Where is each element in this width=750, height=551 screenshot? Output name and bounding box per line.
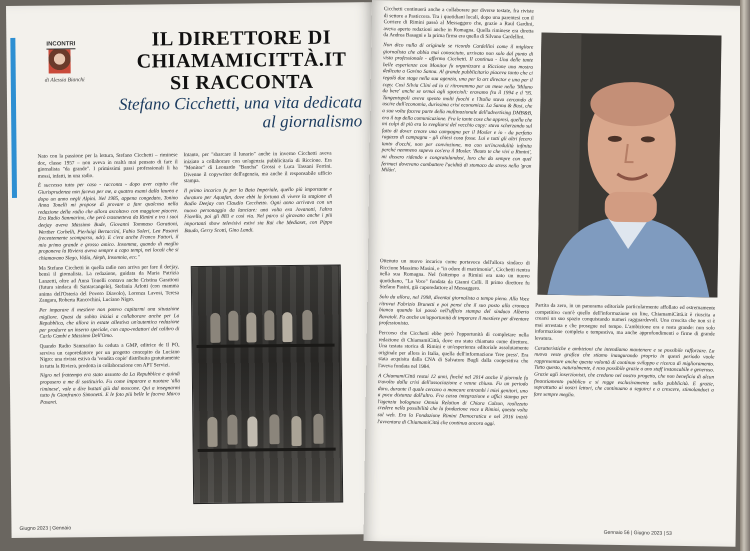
- article-paragraph: Intanto, per "sbarcare il lunario" anche in inverno Cicchetti aveva iniziato a collaborare con un'agenzia pubblicitaria di Riccione. Era "Monitor" di Leonardo "Bancha" Grossi e Luca Tassani Ferrini. Divenne il copywriter dell'agenzia, ma anche il responsabile ufficio stampa.: [183, 150, 332, 185]
- author-byline: di Alessia Bianchi: [44, 77, 85, 84]
- article-subhead: Stefano Cicchetti, una vita dedicata al giornalismo: [118, 92, 363, 132]
- article-paragraph: Nigro nel frattempo era stato assunto da La Repubblica e quindi proposero a me di sostituirlo. Fu come imparare a nuotare 'alla riminese', vale a dire buttati giù dal moscone. Qui a insegnarmi tutto fu Gianfranco Simonetti. E le foto più belle le faceva Marco Pasarei.: [39, 371, 181, 406]
- portrait-illustration: [537, 33, 721, 298]
- article-paragraph: Non dico nulla di originale se ricordo Cardellini come il migliore giornalista che abbia mai conosciuto, arrivato non solo dal punto di vista professionale - afferma Cicchetti. Il continua - Una delle tante belle esperienze con Monitor fu organizzare a Riccione una mostra dedicata a Gavino Sanna. Al grande pubblicitario piaceva tanto che ci regalò due stage nella sua agenzia, una per la art director e una per il copy. Così Silvia Clini ed io ci ritrovammo per un mese nella 'Milano da bere' anche se ormai agli sgoccioli: eravamo fra il 1994 e il '95. Tangentopoli aveva spento molti fuochi e l'Italia stava cercando di uscire dall'economia, durissima crisi economica. La Sanna & Busi, che a sua volta faceva parte della multinazionale dell'advertising DMB&B, era il top della comunicazione. Fra le tante cose che appresi, quella che mi colpì di più era lo svegliarsi del vecchio copy: stava scherzando sul fatto di dover creare una campagna per il Mosler e io - da perfetto ragazzo di campagna - gli chiesi cosa fosse. Lui e tutti gli altri fecero tanto d'occhi, non per convinzione, ma con un'incredulità infinita perché nemmeno sapevo cos'era il Mosler. 'Beato te che vivi a Rimini', mi dissero ridendo e congratulandosi, loro che da sempre con quel fermaci dovevano combattere l'acidità di stomaco da stress nella 'gran Milàn'.: [381, 42, 534, 174]
- headline-line: IL DIRETTORE DI: [151, 26, 332, 51]
- article-headline: [116, 26, 367, 95]
- page-footer: Gennaio 56 | Giugno 2023 | 53: [603, 529, 672, 537]
- page-edge: [740, 0, 750, 551]
- photo-caption-text: [542, 7, 722, 10]
- article-paragraph: È successo tutto per caso - racconta - dopo aver capito che Giurisprudenza non faceva per me, a quattro esami dalla laurea e dopo un anno negli Alpini. Nel 1985, appena congedato, Tonino Anna Tonelli mi propose di provare a fare qualcosa nella redazione della radio che allora ascoltavo con maggiore piacere. Era Radio Sanmarino, che però trasmetteva da Rimini e tra i suoi deejay aveva Massimo Bude, Giovanni Tommaso Garattoni, Werther Corbelli, Pierluigi Bertaccini, Fabio Soleri, Lea Pasarei (recentemente scomparso, ndr). E c'era anche Franco Fattori, il mio primo grande e grosso amico. Insomma, quando di meglio proponeva la Riviera aveva sempre a capo tempi, nei locali che si chiamavano Slego, Vidia, Aleph, Insomnia, ecc.": [37, 181, 179, 262]
- text-column: [532, 303, 716, 532]
- article-paragraph: Solo da allora, nel 1998, diventai giornalista a tempo pieno. Alla Voce ritrovai Fabrizio Brunetti e poi pensi che il suo posto alla cronaca bianca quando lui passò nell'ufficio stampa del sindaco Alberto Ravaioli. Fu anche un'opportunità di imparare il mestiere per diventare professionista.: [378, 294, 530, 327]
- text-column: [38, 152, 182, 523]
- accent-bar: [10, 38, 17, 198]
- article-paragraph: Partita da zero, in un panorama editoriale particolarmente affollato ed estremamente competitivo com'è quello dell'informazione on line, ChiamamiCittà.it è riuscita a crearsi un suo spazio conquistando numeri ragguardevoli. Una crescita che non si è mai arrestata e che prosegue nel tempo. L'ambizione era e resta grande: non solo informazione completa e tempestiva, ma anche approfondimenti e firme di grande levatura.: [534, 302, 716, 342]
- right-page: [364, 0, 744, 547]
- group-photo: [191, 265, 343, 505]
- headline-line: SI RACCONTA: [169, 70, 314, 95]
- article-paragraph: Nato con la passione per la lettura, Stefano Cicchetti – riminese doc, classe 1957 – non aveva in realtà mai pensato di fare il giornalista "da grande". I primissimi passi professionali li ha mossi, infatti, in una radio.: [37, 152, 178, 180]
- article-paragraph: Percorso che Cicchetti ebbe però l'opportunità di completare nella redazione di ChiamamiCittà, dove era stato chiamato come direttore. Una testata storica di Rimini e un'esperienza editoriale assolutamente originale per allora in Italia, quella dell'informazione 'free press'. Era stata acquisita dalla CNA di Salvatore Bugli dalla cooperativa che l'aveva fondata nel 1984.: [378, 330, 529, 370]
- article-paragraph: Caratteristiche e ambizioni che intendiamo mantenere e se possibile rafforzare. La nuova veste grafica che stiamo inaugurando proprio in questi periodo vuole rappresentare anche questa volontà di continuo sviluppo e ricerca di miglioramento. Tutto questo, naturalmente, è reso possibile grazie a uno staff instancabile e generoso. Grazie agli inserzionisti, che credono nel nostro progetto, che non beneficia di alcun finanziamento pubblico e si regge esclusivamente sulla pubblicità. E grazie, soprattutto ai nostri lettori, che continuano a seguirci e a crescere, stimolandoci a fare sempre meglio.: [533, 345, 715, 398]
- article-paragraph: Per imparare il mestiere non potevo capitarmi una situazione migliore. Quasi da subito iniziai a collaborare anche per La Repubblica, che allora in estate allestiva un'autentica redazione per produrre un inserto speciale, con capo-redattori del calibro di Carlo Cambi e Massimo Dell'Omo.: [39, 306, 180, 341]
- text-column: [376, 258, 530, 528]
- portrait-photo: [537, 33, 721, 298]
- section-label: INCONTRI: [46, 41, 76, 48]
- left-page: [6, 2, 378, 538]
- article-paragraph: Ottenuto un nuovo incarico come portavoce dell'allora sindaco di Riccione Massimo Masini, e "in odore di matrimonio", Cicchetti rientra nella sua Romagna. Nel frattempo a Rimini era nato un nuovo quotidiano, "La Voce" fondata da Gianni Celli. Il primo direttore fu Stefano Pasini, già caporedattore al Messaggero.: [379, 258, 530, 293]
- text-column: [184, 151, 333, 271]
- article-paragraph: Cicchetti continuerà anche a collaborare per diverse testate, fra riviste di settore a Pasticcera. Tra i quotidiani locali, dopo una parentesi con il Corriere di Rimini passò al Messaggero che, grazie a Raul Gardini, aveva aperto redazioni anche in Romagna. Quella riminese era diretta da Andrea Basagni e la prima firma era quella di Silvano Cardellini.: [383, 6, 534, 41]
- article-paragraph: Il primo incarico fu per la Baia Imperiale, quello più importante e duraturo per Aquafan, dove ebbi la fortuna di vivere la stagione di Radio Deejay con Claudio Cecchetto. Ogni anno arrivava con un nuovo personaggio da lanciare: una volta era Jovanotti, l'altra Fiorello, poi gli 883 e così via. Nel parco si giravano anche i più importanti show televisivi estivi sia Rai che Mediaset, con Pippo Baudo, Gerry Scotti, Gino Landi.: [183, 186, 333, 234]
- text-column: [380, 6, 534, 256]
- page-footer: Giugno 2023 | Gennaio: [19, 525, 72, 532]
- article-paragraph: A ChiamamiCittà restai 12 anni, finché nel 2014 anche il giornale fu travolto dalla crisi dell'associazione e venne chiuso. Fu un periodo duro, durante il quale cercavo a mancare entrambi i miei genitori, uno a poca distanza dall'altro. Fra cassa integrazione e uffici stampa per l'agenzia bolognese Omnia Relation di Chiara Calzon, realizzato credere nella possibilità che la fondazione voce a Rimini, questa volta sul web. Era la Fondazione Rimini Democratica e nel 2016 iniziò l'avventura di ChiamamiCittà che continua ancora oggi.: [377, 372, 529, 427]
- article-paragraph: Ma Stefano Cicchetti in quella radio non arriva per fare il deejay, bensì il giornalista. La redazione, guidata da Maria Patrizia Lanzetti, oltre ad Anna Tonelli contava anche Cristina Garattoni (futura sindaca di Santarcangelo), Stefania Arlotti (con mamma anima dell'Osteria del Povero Diavolo), Lorenza Lavosi, Teresa Zangara, Roberta Rancochini, Luciano Nigro.: [38, 263, 180, 305]
- headline-line: CHIAMAMICITTÀ.IT: [136, 48, 347, 73]
- article-paragraph: Quando Radio Sanmarino fu ceduta a GMP, editrice de Il PO, serviva un caporedattore per un progetto concepito da Luciano Nigro: una rivista estiva da 'vendita copie' distribuita gratuitamente in tutta la Riviera, prodotta in collaborazione con APT Servizi.: [39, 342, 180, 370]
- author-photo: [48, 49, 70, 73]
